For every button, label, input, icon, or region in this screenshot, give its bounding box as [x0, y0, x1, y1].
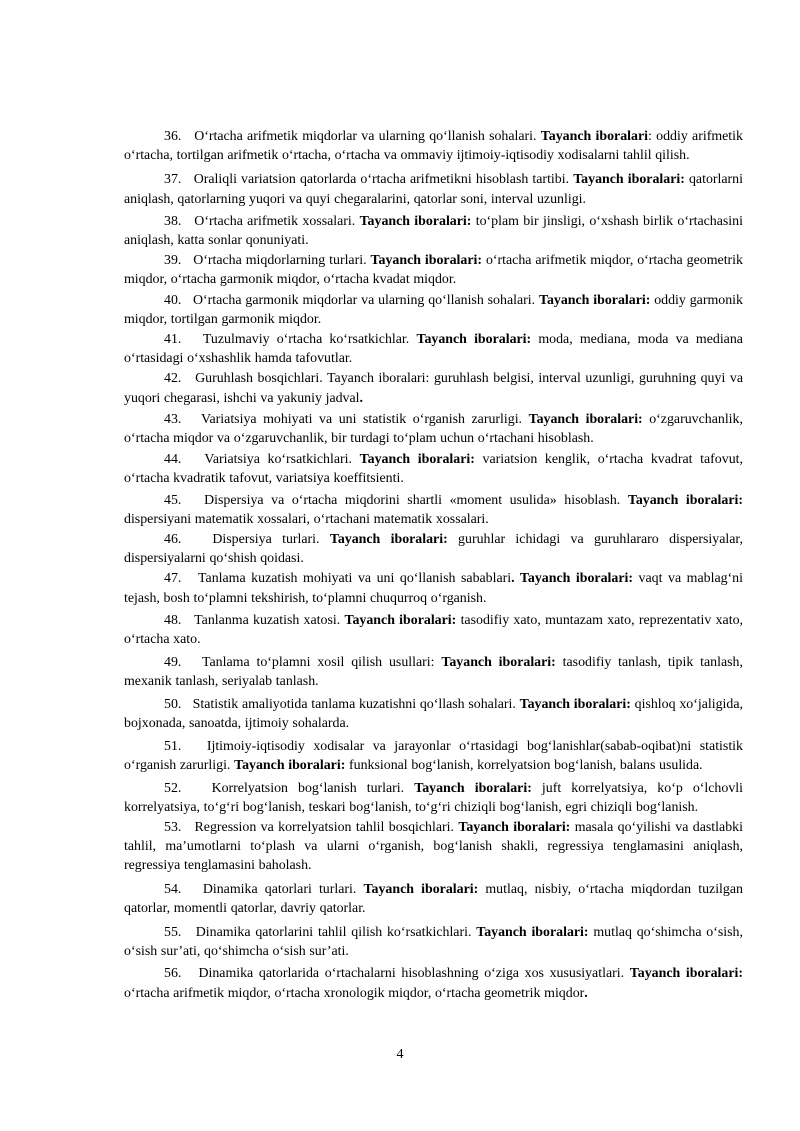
keywords-text: mutlaq qo‘shimcha o‘sish, o‘sish sur’ati, qo‘shimcha o‘sish sur’ati.	[124, 924, 743, 960]
list-item	[124, 779, 743, 817]
item-number: 43.	[164, 411, 182, 427]
item-number: 38.	[164, 213, 182, 229]
keywords-text: masala qo‘yilishi va dastlabki tahlil, ma’umotlarni to‘plash va ularni o‘rganish, bog‘lanish shakli, regressiya tenglamasini aniqlash, regressiya tenglamasini baholash.	[124, 819, 743, 874]
keywords-text: moda, mediana, moda va mediana o‘rtasidagi o‘xshashlik hamda tafovutlar.	[124, 332, 743, 367]
keywords-label: Tayanch iboralari:	[528, 411, 643, 427]
keywords-label: Tayanch iboralari:	[359, 213, 472, 229]
item-title: Oraliqli variatsion qatorlarda o‘rtacha arifmetikni hisoblash tartibi.	[193, 172, 570, 188]
item-title: Variatsiya mohiyati va uni statistik o‘rganish zarurligi.	[201, 411, 523, 427]
list-item	[124, 127, 743, 165]
list-item	[124, 491, 743, 529]
list-item	[124, 695, 743, 733]
question-list	[124, 127, 743, 1003]
item-title: Guruhlash bosqichlari. Tayanch iboralari: guruhlash belgisi, interval uzunligi, guruhning quyi va yuqori chegarasi, ishchi va yakuniy jadval	[124, 371, 743, 406]
item-tail: .	[584, 985, 588, 1001]
keywords-label: Tayanch iboralari:	[329, 532, 448, 548]
list-item	[124, 530, 743, 568]
item-number: 39.	[164, 253, 182, 269]
item-number: 36.	[164, 129, 182, 144]
item-number: 47.	[164, 571, 182, 587]
keywords-text: oddiy garmonik miqdor, tortilgan garmonik miqdor.	[124, 292, 743, 327]
keywords-label: Tayanch iboralari	[540, 129, 648, 144]
keywords-label: Tayanch iboralari:	[573, 172, 685, 188]
item-title: Tanlama kuzatish mohiyati va uni qo‘llanish sabablari	[198, 571, 512, 587]
item-number: 46.	[164, 532, 182, 548]
item-title: Tanlanma kuzatish xatosi.	[194, 612, 341, 628]
item-title: Dinamika qatorlarida o‘rtachalarni hisoblashning o‘ziga xos xususiyatlari.	[198, 966, 625, 982]
list-item	[124, 450, 743, 488]
item-title: Dinamika qatorlarini tahlil qilish ko‘rsatkichlari.	[195, 924, 472, 940]
list-item	[124, 291, 743, 329]
item-title: Tanlama to‘plamni xosil qilish usullari:	[201, 655, 435, 671]
item-number: 45.	[164, 492, 182, 508]
list-item	[124, 964, 743, 1002]
item-title: O‘rtacha miqdorlarning turlari.	[193, 253, 367, 269]
item-number: 48.	[164, 612, 182, 628]
list-item	[124, 170, 743, 208]
keywords-label: Tayanch iboralari:	[458, 819, 571, 835]
item-title: Dispersiya turlari.	[212, 532, 320, 548]
item-title: Korrelyatsion bog‘lanish turlari.	[211, 780, 405, 796]
keywords-label: Tayanch iboralari:	[416, 332, 532, 348]
document-body	[124, 127, 743, 1003]
keywords-text: mutlaq, nisbiy, o‘rtacha miqdordan tuzilgan qatorlar, momentli qatorlar, davriy qatorlar.	[124, 881, 743, 916]
keywords-text: to‘plam bir jinsligi, o‘xshash birlik o‘rtachasini aniqlash, katta sonlar qonuniyati.	[124, 213, 743, 249]
item-title: O‘rtacha garmonik miqdorlar va ularning qo‘llanish sohalari.	[192, 292, 536, 308]
item-title: O‘rtacha arifmetik xossalari.	[194, 213, 356, 229]
keywords-text: tasodifiy tanlash, tipik tanlash, mexanik tanlash, seriyalab tanlash.	[124, 655, 743, 690]
keywords-label: Tayanch iboralari:	[629, 966, 743, 982]
keywords-text: o‘zgaruvchanlik, o‘rtacha miqdor va o‘zgaruvchanlik, bir turdagi to‘plam uchun o‘rtachani hisoblash.	[124, 411, 743, 447]
item-number: 52.	[164, 780, 182, 796]
list-item	[124, 611, 743, 649]
list-item	[124, 737, 743, 775]
keywords-label: Tayanch iboralari:	[476, 924, 589, 940]
item-tail: .	[359, 390, 364, 406]
list-item	[124, 880, 743, 918]
list-item	[124, 330, 743, 368]
item-number: 41.	[164, 332, 182, 348]
item-number: 44.	[164, 452, 182, 468]
list-item	[124, 653, 743, 691]
item-title: Tuzulmaviy o‘rtacha ko‘rsatkichlar.	[202, 332, 410, 348]
item-title: Ijtimoiy-iqtisodiy xodisalar va jarayonlar o‘rtasidagi bog‘lanishlar(sabab-oqibat)ni statistik o‘rganish zarurligi.	[124, 739, 743, 774]
keywords-text: dispersiyani matematik xossalari, o‘rtachani matematik xossalari.	[124, 511, 489, 527]
keywords-label: Tayanch iboralari:	[344, 612, 457, 628]
keywords-text: tasodifiy xato, muntazam xato, reprezentativ xato, o‘rtacha xato.	[124, 612, 743, 648]
item-number: 51.	[164, 739, 182, 755]
list-item	[124, 251, 743, 289]
item-number: 54.	[164, 881, 182, 897]
keywords-text: o‘rtacha arifmetik miqdor, o‘rtacha geometrik miqdor, o‘rtacha garmonik miqdor, o‘rtacha kvadat miqdor.	[124, 253, 743, 288]
keywords-text: vaqt va mablag‘ni tejash, bosh to‘plamni tekshirish, to‘plamni chuqurroq o‘rganish.	[124, 571, 743, 606]
keywords-label: Tayanch iboralari:	[363, 881, 479, 897]
keywords-label: Tayanch iboralari:	[519, 696, 631, 712]
keywords-label: Tayanch iboralari:	[441, 655, 556, 671]
keywords-text: qishloq xo‘jaligida, bojxonada, sanoatda, ijtimoiy sohalarda.	[124, 696, 743, 731]
list-item	[124, 369, 743, 407]
item-title: Regression va korrelyatsion tahlil bosqichlari.	[194, 819, 454, 835]
keywords-text: qatorlarni aniqlash, qatorlarning yuqori va quyi chegaralarini, qatorlar soni, interval uzunligi.	[124, 172, 743, 207]
list-item	[124, 923, 743, 961]
keywords-text: variatsion kenglik, o‘rtacha kvadrat tafovut, o‘rtacha kvadratik tafovut, variatsiya koeffitsienti.	[124, 452, 743, 487]
keywords-text: guruhlar ichidagi va guruhlararo dispersiyalar, dispersiyalarni qo‘shish qoidasi.	[124, 532, 743, 567]
keywords-text: juft korrelyatsiya, ko‘p o‘lchovli korrelyatsiya, to‘g‘ri bog‘lanish, teskari bog‘lanish, to‘g‘ri chiziqli bog‘lanish, egri chiziqli bog‘lanish.	[124, 780, 743, 815]
keywords-text: o‘rtacha arifmetik miqdor, o‘rtacha xronologik miqdor, o‘rtacha geometrik miqdor	[124, 985, 585, 1001]
keywords-label: . Tayanch iboralari:	[511, 571, 633, 587]
keywords-label: Tayanch iboralari:	[627, 492, 743, 508]
item-title: Variatsiya ko‘rsatkichlari.	[204, 452, 352, 468]
page-number: 4	[396, 1047, 404, 1062]
item-number: 56.	[164, 966, 182, 982]
keywords-text: oddiy arifmetik o‘rtacha, tortilgan arifmetik o‘rtacha, o‘rtacha va ommaviy ijtimoiy-iqtisodiy xodisalarni tahlil qilish.	[124, 129, 743, 164]
item-number: 50.	[164, 696, 182, 712]
item-number: 53.	[164, 819, 182, 835]
item-title: Dinamika qatorlari turlari.	[202, 881, 357, 897]
item-number: 42.	[164, 371, 182, 387]
keywords-label: Tayanch iboralari:	[370, 253, 482, 269]
list-item	[124, 410, 743, 448]
list-item	[124, 569, 743, 607]
item-number: 55.	[164, 924, 182, 940]
item-title: O‘rtacha arifmetik miqdorlar va ularning qo‘llanish sohalari.	[194, 129, 537, 144]
keywords-label: Tayanch iboralari:	[414, 780, 532, 796]
keywords-text: funksional bog‘lanish, korrelyatsion bog‘lanish, balans usulida.	[349, 758, 703, 774]
keywords-label: Tayanch iboralari:	[538, 292, 651, 308]
list-item	[124, 212, 743, 250]
list-item	[124, 818, 743, 876]
item-number: 49.	[164, 655, 182, 671]
item-number: 37.	[164, 172, 182, 188]
item-number: 40.	[164, 292, 182, 308]
keywords-label: Tayanch iboralari:	[359, 452, 475, 468]
item-title: Statistik amaliyotida tanlama kuzatishni qo‘llash sohalari.	[192, 696, 516, 712]
item-title: Dispersiya va o‘rtacha miqdorini shartli «moment usulida» hisoblash.	[204, 492, 621, 508]
keywords-separator: :	[647, 129, 652, 144]
keywords-label: Tayanch iboralari:	[234, 758, 346, 774]
